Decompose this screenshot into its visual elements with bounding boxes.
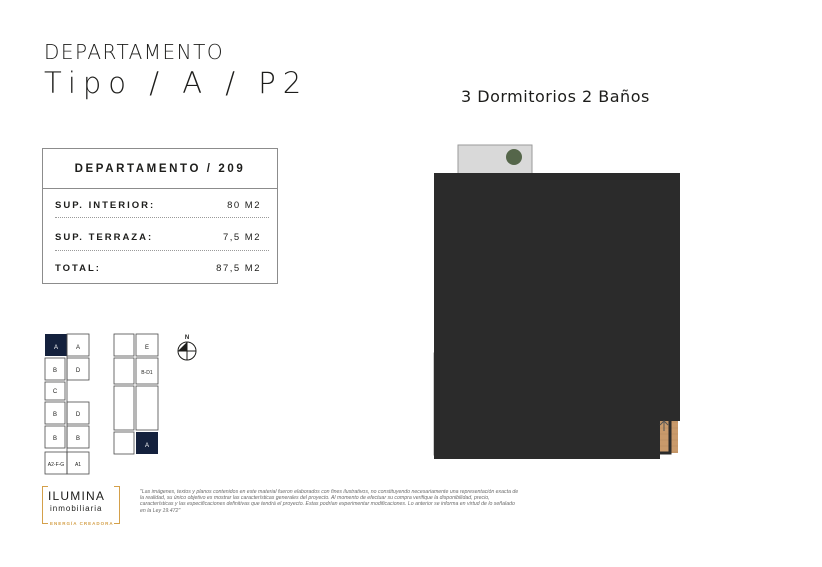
spec-label: TOTAL: xyxy=(55,262,101,274)
compass-label: N xyxy=(184,335,190,341)
spec-table-heading: DEPARTAMENTO / 209 xyxy=(43,149,277,189)
compass xyxy=(174,332,200,362)
key-unit-label: A2-F-G xyxy=(47,462,65,468)
key-unit xyxy=(136,386,158,430)
key-unit-label: D xyxy=(75,368,81,374)
spec-label: SUP. INTERIOR: xyxy=(55,199,156,211)
key-unit-label: D xyxy=(75,412,81,418)
divider xyxy=(55,217,269,218)
plant-icon xyxy=(506,149,522,165)
key-unit-label: A1 xyxy=(74,462,82,468)
spec-table xyxy=(42,148,278,284)
key-unit-label: B xyxy=(52,412,58,418)
key-unit xyxy=(114,432,134,454)
divider xyxy=(55,250,269,251)
legal-disclaimer: "Las imágenes, textos y planos contenidos en este material fueron elaborados con fines ilustrativos, no constituyendo necesariamente una representación exacta de la realidad, su único objetivo es mostrar las características generales del proyecto. Al momento de efectuar su compra verifique la disponibilidad, precio, características y las especificaciones definitivas que tendrá el proyecto. Estas podrían experimentar modificaciones. Lo anterior se informa en virtud de lo señalado en la Ley 19.472" xyxy=(140,489,519,514)
key-unit xyxy=(114,386,134,430)
room-count-subtitle: 3 Dormitorios 2 Baños xyxy=(461,87,650,106)
spec-row-total xyxy=(55,259,261,277)
key-unit xyxy=(114,358,134,384)
key-unit-label: E xyxy=(144,345,150,351)
key-unit-label: C xyxy=(52,389,58,395)
brand-sub: inmobiliaria xyxy=(50,504,103,513)
key-unit-label: B xyxy=(75,436,81,442)
key-unit-label: B-D1 xyxy=(141,370,153,376)
brand-logo xyxy=(42,486,120,526)
key-unit-label: B xyxy=(52,436,58,442)
key-unit-label: A xyxy=(75,345,81,351)
spec-value: 80 M2 xyxy=(227,199,261,211)
spec-value: 87,5 M2 xyxy=(216,262,261,274)
spec-row-interior xyxy=(55,196,261,214)
spec-row-terrace xyxy=(55,228,261,246)
key-plan-left xyxy=(40,330,96,476)
spec-label: SUP. TERRAZA: xyxy=(55,231,154,243)
key-plan-right xyxy=(110,330,166,458)
spec-value: 7,5 M2 xyxy=(222,231,261,243)
key-unit-label: A xyxy=(53,345,59,351)
outer-wall xyxy=(436,175,678,457)
page-title: Tipo / A / P2 xyxy=(44,66,309,100)
page-eyebrow: DEPARTAMENTO xyxy=(44,40,225,64)
key-unit-label: B xyxy=(52,368,58,374)
brand-name: ILUMINA xyxy=(48,489,106,503)
key-unit-label: A xyxy=(144,443,150,449)
logo-bracket xyxy=(114,486,120,524)
floor-plan xyxy=(428,143,684,461)
brand-tagline: ENERGÍA CREADORA xyxy=(50,521,114,526)
key-unit xyxy=(114,334,134,356)
